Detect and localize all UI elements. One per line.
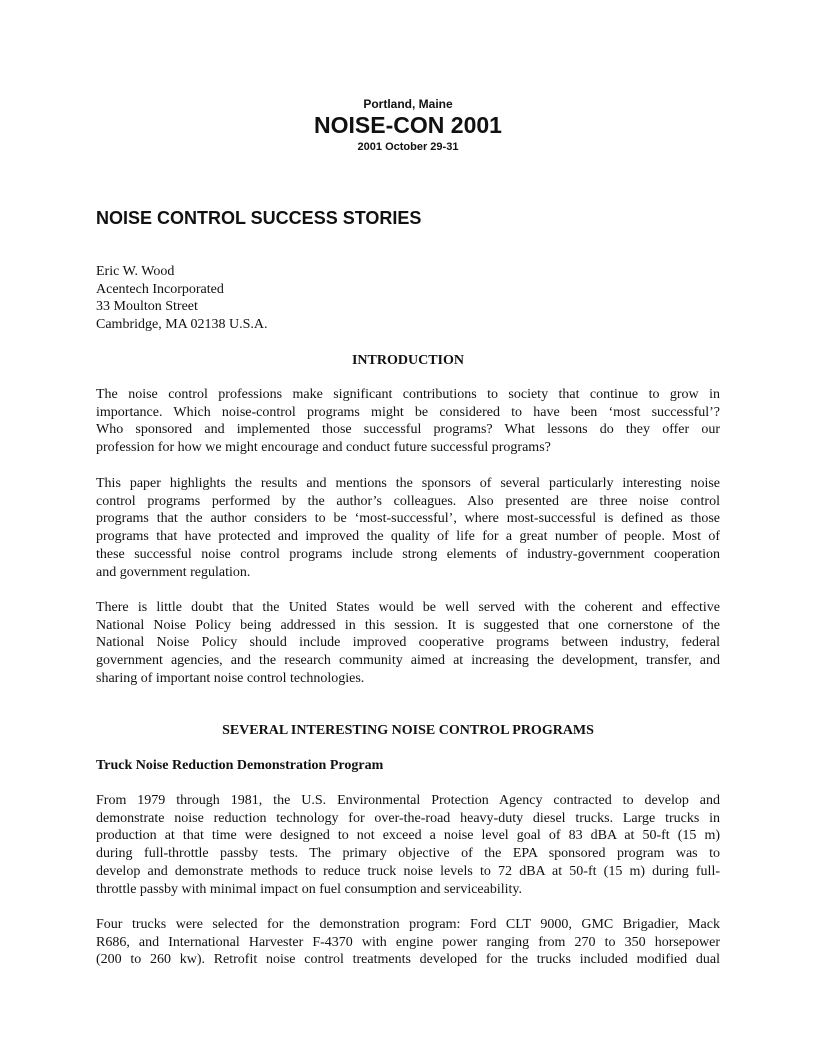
- subsection-heading-truck: Truck Noise Reduction Demonstration Program: [96, 758, 384, 773]
- text-line: production at that time were designed to not exceed a noise level goal of 83 dBA at 50-ft (15 m): [96, 828, 720, 844]
- paragraph-3: [96, 599, 720, 688]
- text-line: demonstrate noise reduction technology for over-the-road heavy-duty diesel trucks. Large trucks in: [96, 810, 720, 826]
- author-block: [96, 263, 268, 333]
- text-line: National Noise Policy should include improved cooperative programs between industry, federal: [96, 635, 720, 651]
- paragraph-1: [96, 386, 720, 457]
- conference-date: 2001 October 29-31: [357, 141, 459, 153]
- text-line: control programs performed by the author’s colleagues. Also presented are three noise control: [96, 493, 720, 509]
- author-street: 33 Moulton Street: [96, 299, 198, 314]
- text-line: profession for how we might encourage and conduct future successful programs?: [96, 440, 551, 456]
- text-line: develop and demonstrate methods to reduce truck noise levels to 72 dBA at 50-ft (15 m) during full-: [96, 863, 720, 879]
- paragraph-2: [96, 475, 720, 581]
- text-line: Four trucks were selected for the demonstration program: Ford CLT 9000, GMC Brigadier, Mack: [96, 917, 720, 932]
- paragraph-4: [96, 792, 720, 898]
- text-line: programs that the author considers to be ‘most-successful’, where most-successful is defined as those: [96, 511, 720, 527]
- paragraph-5: [96, 916, 720, 969]
- text-line: importance. Which noise-control programs might be considered to have been ‘most successful’?: [96, 404, 720, 420]
- conference-name: NOISE-CON 2001: [314, 112, 502, 138]
- text-line: and government regulation.: [96, 564, 251, 580]
- text-line: government agencies, and the research community aimed at increasing the development, transfer, and: [96, 653, 720, 669]
- text-line: From 1979 through 1981, the U.S. Environmental Protection Agency contracted to develop and: [96, 793, 720, 808]
- section-heading-programs: SEVERAL INTERESTING NOISE CONTROL PROGRAMS: [222, 723, 594, 738]
- section-heading-introduction: INTRODUCTION: [351, 353, 464, 368]
- text-line: sharing of important noise control technologies.: [96, 670, 365, 686]
- text-line: National Noise Policy being addressed in this session. It is suggested that one cornerstone of the: [96, 617, 720, 633]
- text-line: The noise control professions make significant contributions to society that continue to grow in: [96, 387, 720, 402]
- author-city: Cambridge, MA 02138 U.S.A.: [96, 316, 268, 332]
- text-line: throttle passby with minimal impact on fuel consumption and serviceability.: [96, 881, 523, 897]
- text-line: This paper highlights the results and mentions the sponsors of several particularly interesting noise: [96, 476, 720, 491]
- text-line: There is little doubt that the United States would be well served with the coherent and effective: [96, 600, 720, 615]
- text-line: these successful noise control programs include strong elements of industry-government cooperation: [96, 546, 720, 562]
- author-name: Eric W. Wood: [96, 264, 175, 279]
- text-line: R686, and International Harvester F-4370 with engine power ranging from 270 to 350 horsepower: [96, 934, 720, 950]
- text-line: during full-throttle passby tests. The primary objective of the EPA sponsored program was to: [96, 846, 720, 862]
- text-line: programs that have protected and improved the quality of life for a great number of people. Most of: [96, 529, 720, 545]
- conference-location: Portland, Maine: [363, 97, 453, 111]
- text-line: Who sponsored and implemented those successful programs? What lessons do they offer our: [96, 422, 720, 438]
- paper-title: NOISE CONTROL SUCCESS STORIES: [96, 208, 422, 228]
- author-organization: Acentech Incorporated: [96, 281, 224, 297]
- text-line: (200 to 260 kw). Retrofit noise control treatments developed for the trucks included modified dual: [96, 952, 720, 968]
